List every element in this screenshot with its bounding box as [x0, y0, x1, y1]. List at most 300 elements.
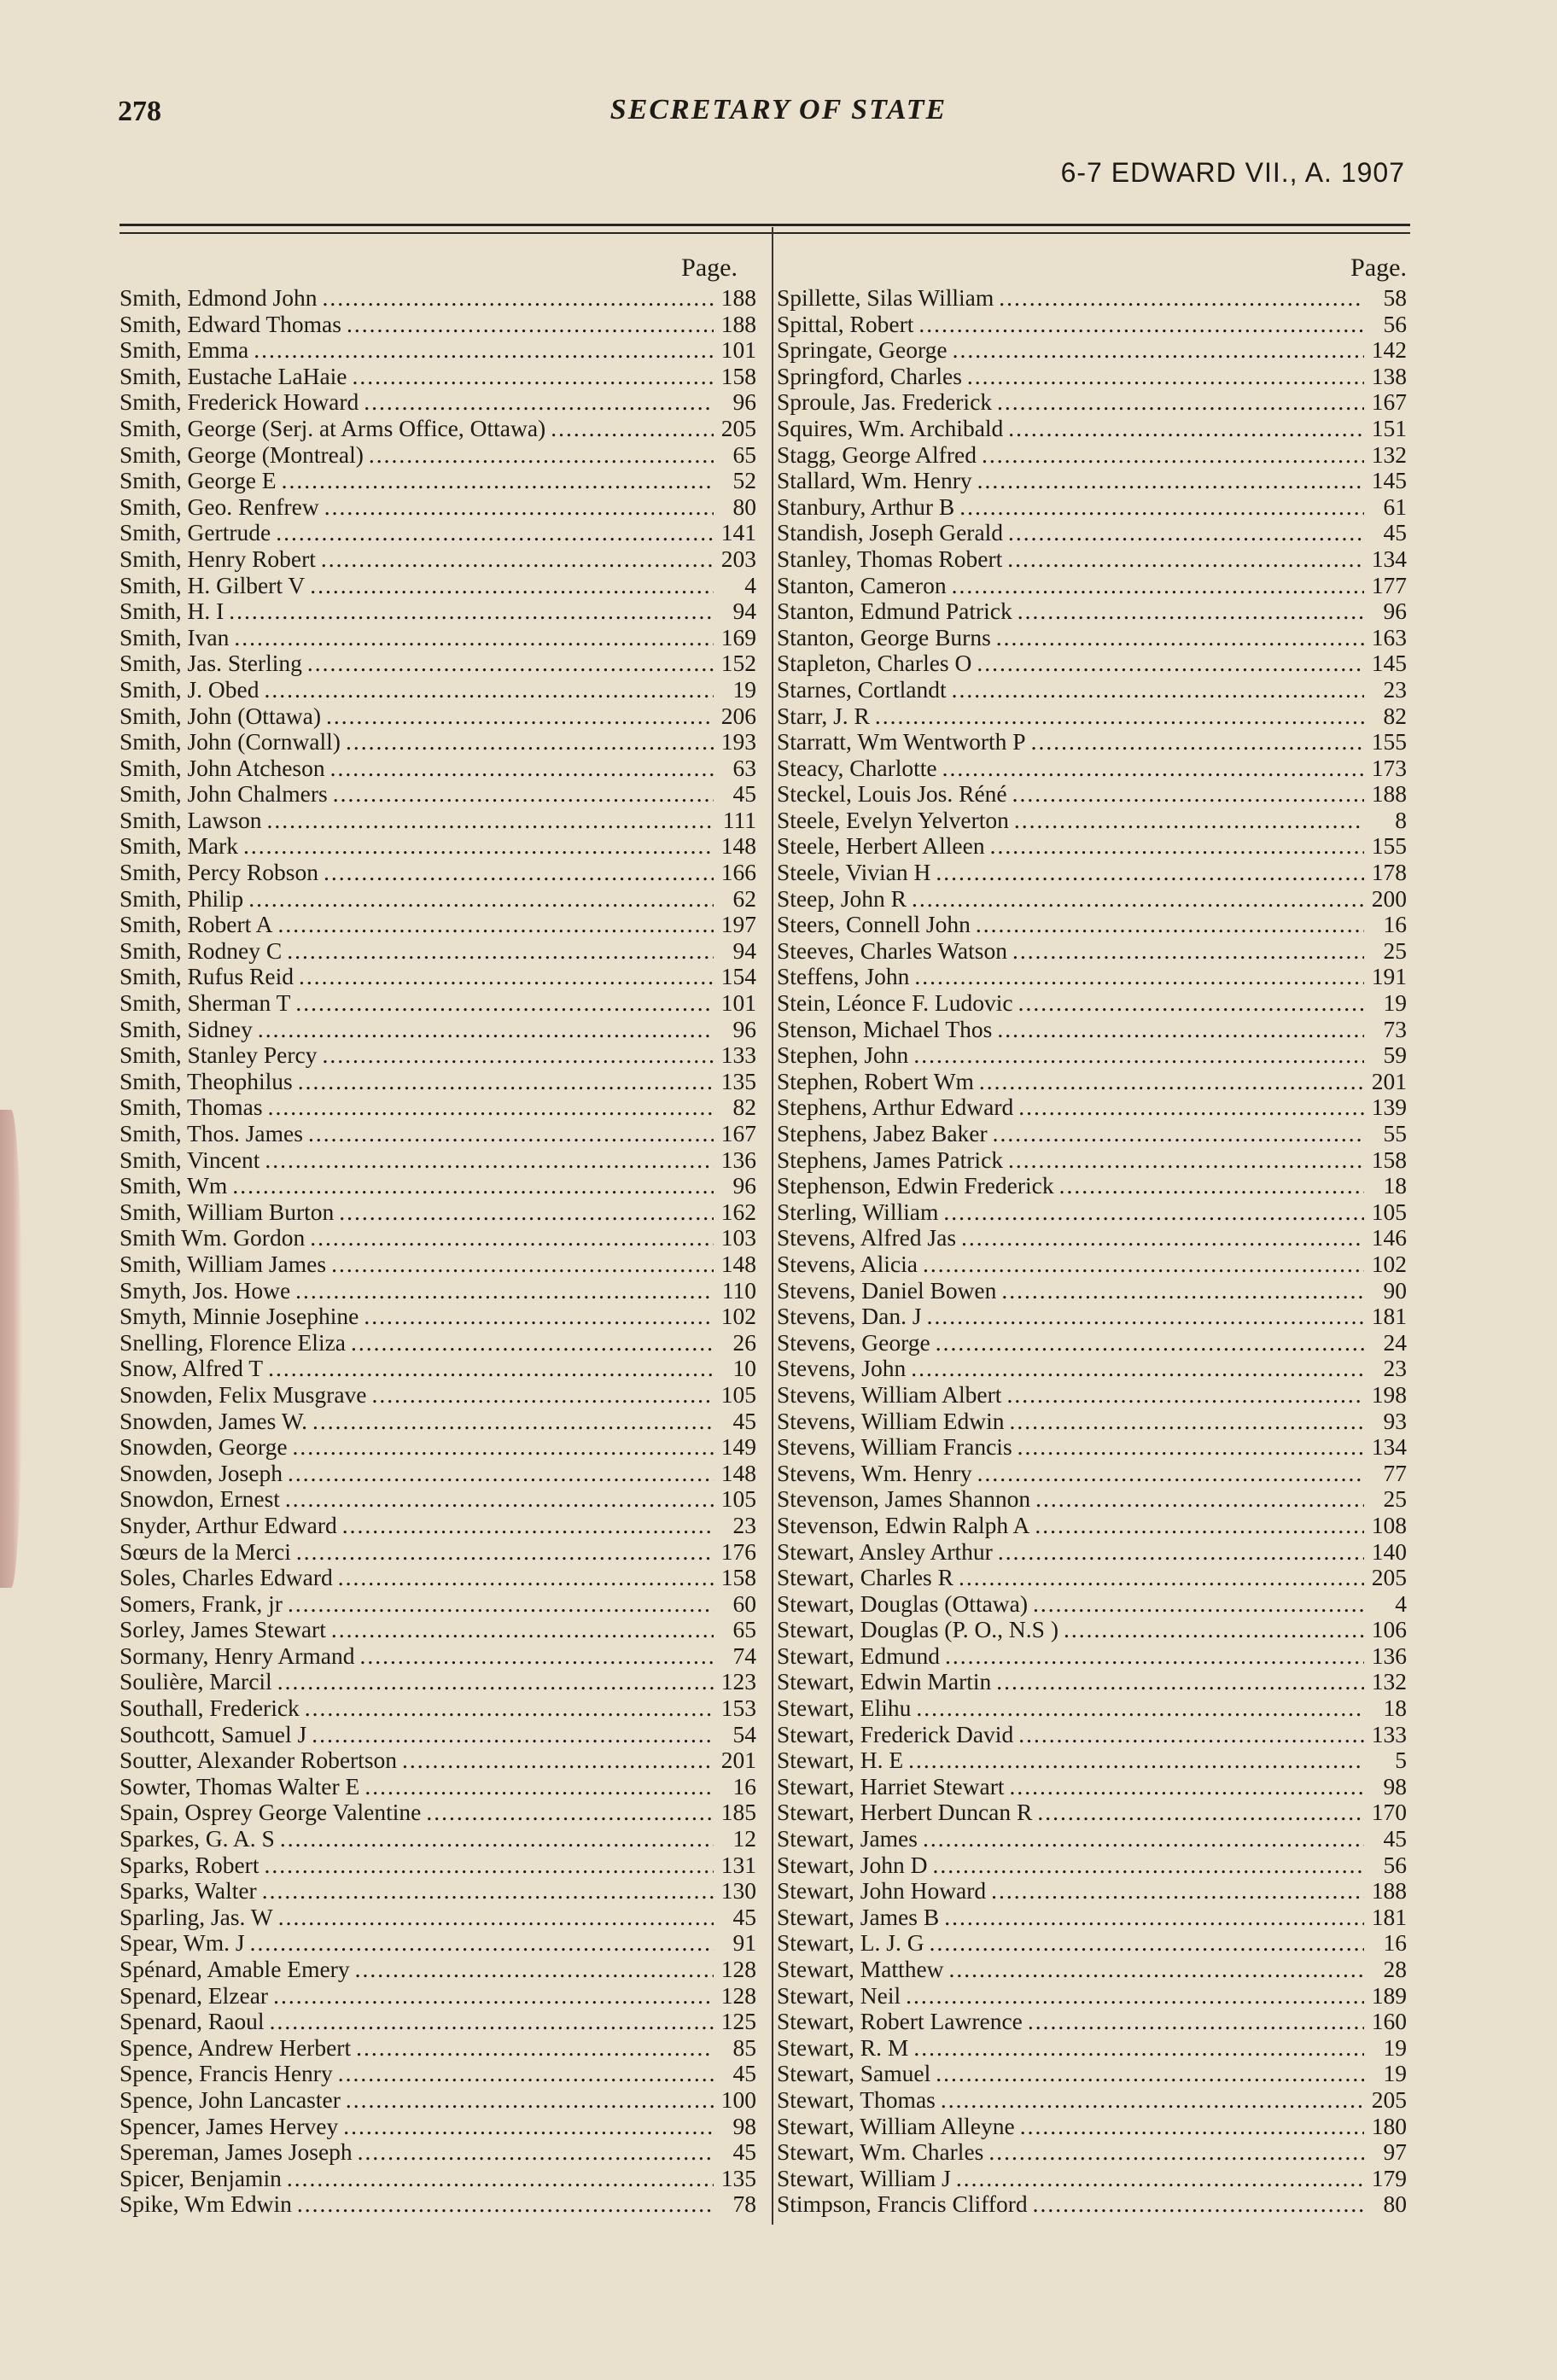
- index-entry: [120, 1173, 756, 1199]
- entry-page: 155: [1371, 728, 1407, 755]
- dot-leader: [324, 860, 714, 886]
- index-entry: [120, 886, 756, 913]
- dot-leader: [945, 1643, 1364, 1670]
- index-entry: [120, 1069, 756, 1095]
- index-entry: [120, 573, 756, 599]
- dot-leader: [331, 1617, 714, 1643]
- entry-name: Sœurs de la Merci: [120, 1537, 291, 1565]
- entry-name: Stewart, Wm. Charles: [777, 2138, 984, 2166]
- entry-name: Steacy, Charlotte: [777, 754, 937, 781]
- index-entry: [777, 2191, 1407, 2218]
- entry-page: 189: [1371, 1981, 1407, 2009]
- dot-leader: [258, 1017, 714, 1043]
- dot-leader: [338, 2061, 714, 2087]
- entry-name: Stephens, Arthur Edward: [777, 1094, 1014, 1121]
- dot-leader: [996, 1669, 1364, 1695]
- entry-name: Smith, Robert A: [120, 911, 273, 938]
- page-column-header: Page.: [681, 254, 738, 282]
- dot-leader: [322, 285, 714, 312]
- index-entry: [777, 1486, 1407, 1513]
- entry-name: Stanton, Cameron: [777, 571, 947, 598]
- entry-page: 54: [732, 1720, 756, 1747]
- entry-name: Stephens, James Patrick: [777, 1146, 1004, 1173]
- index-entry: [777, 2061, 1407, 2087]
- index-entry: [777, 2087, 1407, 2114]
- index-entry: [777, 389, 1407, 416]
- index-entry: [777, 755, 1407, 782]
- dot-leader: [347, 312, 714, 338]
- entry-name: Stewart, William J: [777, 2164, 951, 2191]
- dot-leader: [358, 2139, 714, 2166]
- entry-page: 18: [1383, 1172, 1407, 1199]
- entry-page: 19: [1383, 2033, 1407, 2061]
- header-rule-secondary: [120, 232, 1410, 234]
- entry-page: 19: [1383, 989, 1407, 1017]
- entry-name: Stallard, Wm. Henry: [777, 467, 972, 494]
- entry-page: 128: [720, 1956, 756, 1982]
- entry-page: 133: [720, 1041, 756, 1069]
- entry-page: 153: [720, 1695, 756, 1722]
- entry-name: Spillette, Silas William: [777, 284, 994, 311]
- entry-page: 16: [732, 1772, 756, 1800]
- entry-name: Stewart, L. J. G: [777, 1929, 924, 1957]
- entry-page: 191: [1371, 963, 1407, 990]
- dot-leader: [1018, 1094, 1364, 1121]
- dot-leader: [1006, 1382, 1364, 1409]
- entry-name: Stewart, Elihu: [777, 1695, 912, 1722]
- entry-name: Soutter, Alexander Robertson: [120, 1747, 398, 1774]
- dot-leader: [288, 1591, 714, 1618]
- index-entry: [120, 1826, 756, 1852]
- entry-page: 193: [720, 728, 756, 755]
- dot-leader: [1033, 2191, 1364, 2218]
- index-entry: [777, 546, 1407, 573]
- entry-name: Smith, John Atcheson: [120, 754, 325, 781]
- entry-page: 155: [1371, 832, 1407, 860]
- entry-name: Stanton, George Burns: [777, 623, 991, 650]
- index-entry: [777, 312, 1407, 338]
- entry-name: Smith Wm. Gordon: [120, 1224, 306, 1251]
- dot-leader: [930, 1930, 1364, 1957]
- index-entry: [120, 860, 756, 886]
- entry-name: Snow, Alfred T: [120, 1355, 264, 1382]
- index-entry: [120, 598, 756, 625]
- dot-leader: [293, 1434, 714, 1461]
- entry-page: 136: [720, 1146, 756, 1173]
- dot-leader: [369, 442, 714, 469]
- entry-name: Stewart, Samuel: [777, 2060, 931, 2087]
- dot-leader: [285, 1486, 714, 1513]
- index-entry: [777, 337, 1407, 364]
- dot-leader: [967, 364, 1364, 390]
- index-entry: [120, 1017, 756, 1043]
- entry-page: 134: [1371, 545, 1407, 572]
- page-edge-stain: [0, 1110, 22, 1588]
- dot-leader: [977, 468, 1364, 494]
- entry-page: 96: [732, 388, 756, 416]
- dot-leader: [287, 2166, 714, 2192]
- entry-page: 80: [732, 493, 756, 520]
- entry-page: 65: [732, 440, 756, 468]
- entry-name: Spence, John Lancaster: [120, 2085, 341, 2113]
- entry-page: 178: [1371, 859, 1407, 886]
- entry-name: Smith, Edmond John: [120, 284, 318, 311]
- dot-leader: [923, 1826, 1364, 1852]
- index-entry: [777, 1356, 1407, 1382]
- index-entry: [120, 729, 756, 755]
- entry-name: Stephen, John: [777, 1041, 909, 1069]
- dot-leader: [270, 2009, 714, 2035]
- dot-leader: [1020, 2114, 1364, 2140]
- index-entry: [120, 2191, 756, 2218]
- index-entry: [777, 1800, 1407, 1826]
- entry-name: Springford, Charles: [777, 362, 962, 389]
- dot-leader: [941, 2087, 1364, 2114]
- entry-page: 166: [720, 859, 756, 886]
- entry-name: Standish, Joseph Gerald: [777, 519, 1004, 546]
- index-entry: [120, 389, 756, 416]
- dot-leader: [991, 1878, 1364, 1905]
- entry-page: 45: [732, 2138, 756, 2166]
- index-entry: [777, 1826, 1407, 1852]
- entry-name: Sparling, Jas. W: [120, 1903, 273, 1930]
- index-entry: [777, 886, 1407, 913]
- entry-name: Stewart, Frederick David: [777, 1720, 1014, 1747]
- index-entry: [777, 1094, 1407, 1121]
- entry-name: Steeves, Charles Watson: [777, 936, 1007, 964]
- index-entry: [120, 520, 756, 546]
- dot-leader: [977, 1461, 1364, 1487]
- entry-name: Sowter, Thomas Walter E: [120, 1772, 360, 1800]
- entry-name: Smith, Thomas: [120, 1094, 263, 1121]
- dot-leader: [364, 1774, 714, 1800]
- dot-leader: [288, 1461, 714, 1487]
- index-entry: [120, 833, 756, 860]
- entry-page: 130: [720, 1877, 756, 1905]
- dot-leader: [979, 1069, 1364, 1095]
- dot-leader: [312, 1409, 714, 1435]
- index-entry: [777, 1722, 1407, 1748]
- entry-page: 45: [732, 1903, 756, 1930]
- index-entry: [120, 1147, 756, 1174]
- entry-name: Stevens, Alicia: [777, 1250, 918, 1277]
- entry-page: 148: [720, 1459, 756, 1486]
- index-entry: [777, 1617, 1407, 1643]
- entry-page: 125: [720, 2008, 756, 2035]
- entry-name: Stewart, H. E: [777, 1747, 904, 1774]
- entry-name: Stephens, Jabez Baker: [777, 1120, 988, 1146]
- entry-page: 97: [1383, 2138, 1407, 2166]
- index-entry: [777, 1852, 1407, 1879]
- entry-name: Stevens, William Edwin: [777, 1407, 1005, 1434]
- dot-leader: [961, 1225, 1364, 1251]
- entry-name: Stewart, Robert Lawrence: [777, 2008, 1023, 2035]
- entry-page: 65: [732, 1616, 756, 1643]
- entry-page: 158: [720, 1564, 756, 1591]
- index-entry: [777, 1461, 1407, 1487]
- index-entry: [120, 1094, 756, 1121]
- index-entry: [777, 1774, 1407, 1800]
- entry-page: 82: [732, 1094, 756, 1121]
- index-column-left: [120, 253, 756, 2218]
- index-entry: [777, 1225, 1407, 1251]
- dot-leader: [254, 337, 714, 364]
- entry-page: 198: [1371, 1380, 1407, 1408]
- index-entry: [777, 1069, 1407, 1095]
- index-entry: [777, 573, 1407, 599]
- index-entry: [120, 1304, 756, 1330]
- index-entry: [777, 1042, 1407, 1069]
- entry-page: 139: [1371, 1094, 1407, 1121]
- index-entry: [120, 1722, 756, 1748]
- index-entry: [120, 1695, 756, 1722]
- entry-page: 45: [1383, 1825, 1407, 1852]
- entry-page: 60: [732, 1590, 756, 1617]
- index-entry: [777, 1251, 1407, 1278]
- index-entry: [120, 1539, 756, 1566]
- entry-page: 149: [720, 1433, 756, 1461]
- entry-page: 188: [1371, 1877, 1407, 1905]
- index-entry: [120, 494, 756, 521]
- entry-name: Spencer, James Hervey: [120, 2112, 339, 2139]
- entry-name: Sterling, William: [777, 1198, 939, 1225]
- entry-page: 177: [1371, 571, 1407, 598]
- entry-name: Stevens, Alfred Jas: [777, 1224, 957, 1251]
- entry-name: Stewart, John Howard: [777, 1877, 987, 1905]
- entry-name: Stewart, John D: [777, 1851, 928, 1878]
- entry-page: 90: [1383, 1276, 1407, 1304]
- dot-leader: [402, 1747, 714, 1774]
- index-entry: [777, 468, 1407, 494]
- dot-leader: [278, 1905, 714, 1931]
- entry-name: Smith, Mark: [120, 832, 239, 860]
- entry-page: 188: [720, 310, 756, 337]
- dot-leader: [338, 1565, 714, 1591]
- index-entry: [777, 1434, 1407, 1461]
- index-entry: [777, 729, 1407, 755]
- entry-name: Smith, Jas. Sterling: [120, 650, 302, 677]
- dot-leader: [346, 2087, 714, 2114]
- entry-name: Smith, John Chalmers: [120, 780, 328, 808]
- entry-page: 56: [1383, 310, 1407, 337]
- entry-name: Spenard, Elzear: [120, 1981, 269, 2009]
- entry-name: Spittal, Robert: [777, 310, 914, 337]
- index-entry: [120, 312, 756, 338]
- dot-leader: [356, 2035, 714, 2062]
- entry-page: 140: [1371, 1537, 1407, 1565]
- session-label: 6-7 EDWARD VII., A. 1907: [1060, 157, 1405, 188]
- entry-name: Smith, Rodney C: [120, 936, 283, 964]
- entry-name: Stewart, Neil: [777, 1981, 901, 2009]
- entry-name: Stewart, James: [777, 1825, 918, 1852]
- entry-name: Spénard, Amable Emery: [120, 1956, 350, 1982]
- entry-page: 94: [732, 598, 756, 625]
- dot-leader: [923, 1251, 1364, 1278]
- dot-leader: [1008, 1147, 1364, 1174]
- dot-leader: [262, 1878, 714, 1905]
- entry-name: Spear, Wm. J: [120, 1929, 245, 1957]
- dot-leader: [1033, 1591, 1364, 1618]
- entry-name: Smith, Frederick Howard: [120, 388, 359, 416]
- entry-name: Spike, Wm Edwin: [120, 2190, 292, 2218]
- entry-name: Stevens, George: [777, 1328, 930, 1356]
- index-entry: [120, 1617, 756, 1643]
- dot-leader: [906, 1983, 1364, 2010]
- entry-name: Snowden, George: [120, 1433, 288, 1461]
- dot-leader: [953, 337, 1364, 364]
- entry-page: 96: [732, 1015, 756, 1042]
- entry-name: Stewart, William Alleyne: [777, 2112, 1015, 2139]
- entry-name: Stevens, William Albert: [777, 1380, 1002, 1408]
- entry-page: 197: [720, 911, 756, 938]
- index-entry: [120, 1643, 756, 1670]
- entry-name: Smith, George E: [120, 467, 277, 494]
- entry-name: Snowden, Joseph: [120, 1459, 283, 1486]
- entry-page: 23: [732, 1511, 756, 1538]
- index-entry: [777, 964, 1407, 990]
- dot-leader: [982, 442, 1364, 469]
- index-entry: [777, 494, 1407, 521]
- entry-name: Smith, William Burton: [120, 1198, 335, 1225]
- entry-page: 173: [1371, 754, 1407, 781]
- entry-name: Smith, Lawson: [120, 806, 262, 833]
- entry-name: Snelling, Florence Eliza: [120, 1328, 346, 1356]
- index-entry: [120, 2114, 756, 2140]
- index-entry: [777, 1382, 1407, 1409]
- entry-name: Sparks, Robert: [120, 1851, 260, 1878]
- entry-name: Sorley, James Stewart: [120, 1616, 326, 1643]
- entry-page: 136: [1371, 1642, 1407, 1669]
- index-entry: [120, 2035, 756, 2062]
- entry-page: 45: [732, 780, 756, 808]
- dot-leader: [956, 2166, 1364, 2192]
- entry-name: Starnes, Cortlandt: [777, 675, 947, 703]
- entry-page: 154: [720, 963, 756, 990]
- entry-page: 135: [720, 1067, 756, 1094]
- index-entry: [120, 1225, 756, 1251]
- entry-page: 135: [720, 2164, 756, 2191]
- index-entry: [120, 2087, 756, 2114]
- entry-page: 105: [720, 1380, 756, 1408]
- index-column-right: [777, 253, 1407, 2218]
- entry-page: 77: [1383, 1459, 1407, 1486]
- entry-name: Spain, Osprey George Valentine: [120, 1799, 422, 1826]
- dot-leader: [359, 1643, 714, 1670]
- index-entry: [120, 1486, 756, 1513]
- dot-leader: [287, 938, 714, 965]
- entry-page: 23: [1383, 1355, 1407, 1382]
- entry-page: 138: [1371, 362, 1407, 389]
- index-entry: [120, 2139, 756, 2166]
- dot-leader: [264, 1852, 714, 1879]
- entry-name: Springate, George: [777, 336, 948, 364]
- entry-name: Smith, Henry Robert: [120, 545, 316, 572]
- entry-page: 28: [1383, 1956, 1407, 1982]
- dot-leader: [875, 703, 1364, 730]
- entry-name: Stewart, Thomas: [777, 2085, 936, 2113]
- entry-page: 151: [1371, 414, 1407, 441]
- entry-page: 19: [1383, 2060, 1407, 2087]
- entry-page: 98: [732, 2112, 756, 2139]
- entry-page: 203: [720, 545, 756, 572]
- entry-name: Stephen, Robert Wm: [777, 1067, 974, 1094]
- entry-page: 200: [1371, 884, 1407, 912]
- entry-page: 8: [1395, 806, 1407, 833]
- dot-leader: [310, 1225, 714, 1251]
- entry-name: Sproule, Jas. Frederick: [777, 388, 993, 416]
- entry-name: Smith, Emma: [120, 336, 249, 364]
- entry-page: 146: [1371, 1224, 1407, 1251]
- dot-leader: [297, 2191, 714, 2218]
- dot-leader: [936, 1330, 1364, 1356]
- index-entry: [120, 964, 756, 990]
- entry-name: Stevens, Dan. J: [777, 1303, 922, 1330]
- index-entry: [120, 468, 756, 494]
- dot-leader: [1035, 1486, 1364, 1513]
- entry-page: 145: [1371, 650, 1407, 677]
- index-entry: [777, 1539, 1407, 1566]
- running-head: SECRETARY OF STATE: [609, 94, 948, 125]
- entry-page: 102: [720, 1303, 756, 1330]
- dot-leader: [339, 1199, 714, 1226]
- entry-name: Sparkes, G. A. S: [120, 1825, 275, 1852]
- index-entry: [120, 364, 756, 390]
- entry-name: Stanbury, Arthur B: [777, 493, 955, 520]
- header-rule: [120, 224, 1410, 226]
- dot-leader: [936, 860, 1364, 886]
- entry-name: Stewart, Edwin Martin: [777, 1668, 992, 1695]
- index-entry: [120, 1747, 756, 1774]
- entry-page: 61: [1383, 493, 1407, 520]
- dot-leader: [310, 573, 714, 599]
- entry-page: 176: [720, 1537, 756, 1565]
- entry-name: Smyth, Jos. Howe: [120, 1276, 291, 1304]
- dot-leader: [996, 625, 1364, 651]
- entry-page: 52: [732, 467, 756, 494]
- dot-leader: [229, 598, 714, 625]
- entry-page: 170: [1371, 1799, 1407, 1826]
- entry-name: Starratt, Wm Wentworth P: [777, 728, 1026, 755]
- dot-leader: [330, 755, 714, 782]
- entry-page: 26: [732, 1328, 756, 1356]
- dot-leader: [952, 573, 1364, 599]
- entry-page: 142: [1371, 336, 1407, 364]
- entry-name: Spenard, Raoul: [120, 2008, 265, 2035]
- index-entry: [120, 442, 756, 469]
- dot-leader: [952, 677, 1364, 703]
- entry-page: 180: [1371, 2112, 1407, 2139]
- entry-name: Stewart, Herbert Duncan R: [777, 1799, 1033, 1826]
- dot-leader: [1008, 520, 1364, 546]
- index-entry: [777, 1330, 1407, 1356]
- entry-name: Smith, Percy Robson: [120, 859, 318, 886]
- entry-page: 101: [720, 989, 756, 1017]
- entry-name: Smith, H. I: [120, 598, 225, 625]
- dot-leader: [298, 1069, 714, 1095]
- entry-page: 91: [732, 1929, 756, 1957]
- dot-leader: [918, 312, 1364, 338]
- entry-page: 16: [1383, 1929, 1407, 1957]
- entry-name: Spereman, James Joseph: [120, 2138, 353, 2166]
- dot-leader: [990, 833, 1364, 860]
- index-entry: [777, 1983, 1407, 2010]
- dot-leader: [932, 1852, 1364, 1879]
- dot-leader: [1031, 729, 1364, 755]
- entry-page: 148: [720, 1250, 756, 1277]
- index-entry: [777, 1199, 1407, 1226]
- dot-leader: [250, 1930, 714, 1957]
- index-entry: [120, 1565, 756, 1591]
